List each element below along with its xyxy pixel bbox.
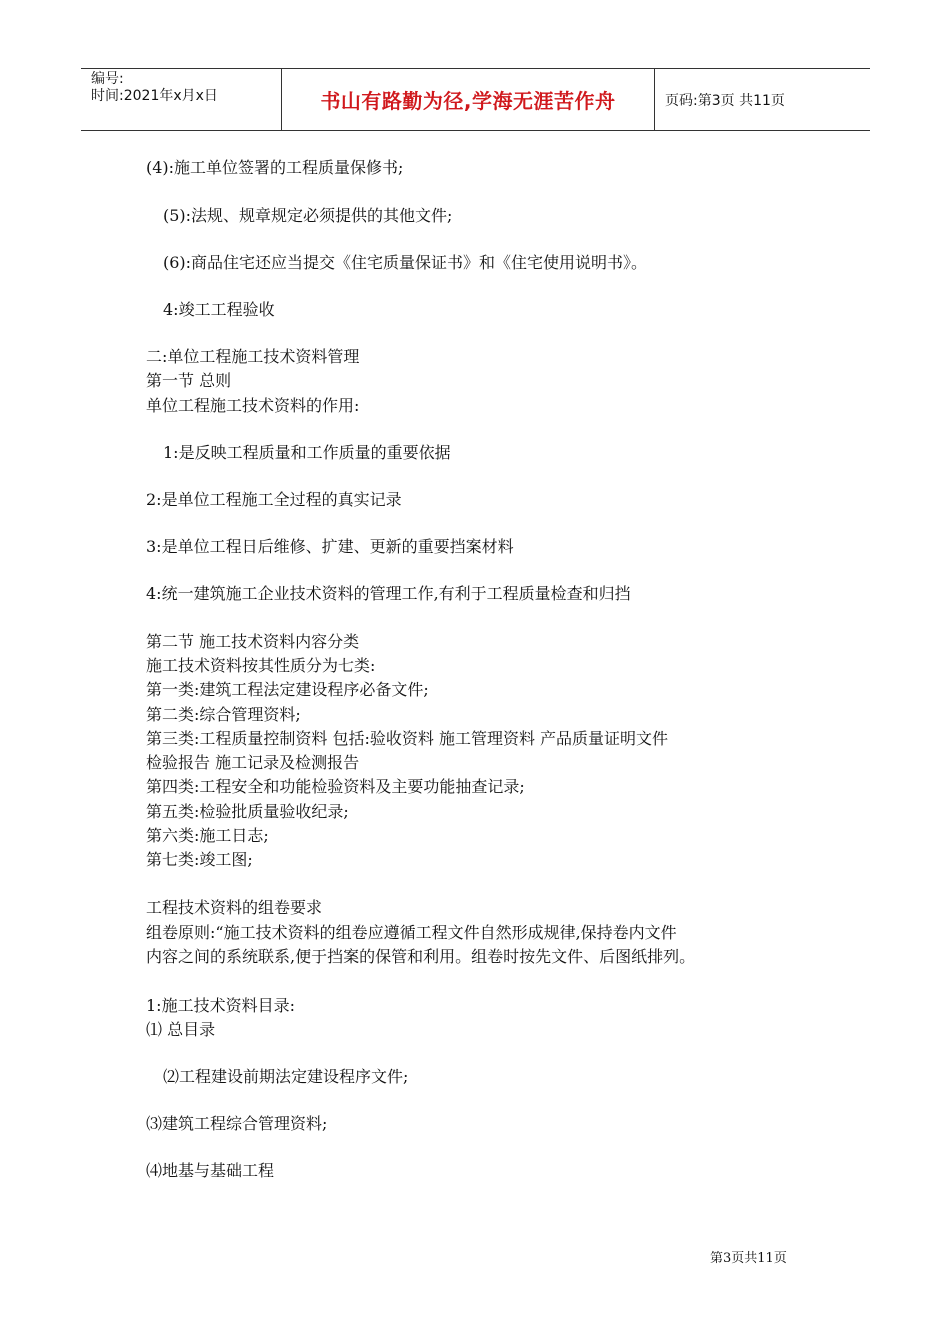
- header-motto: 书山有路勤为径,学海无涯苦作舟: [282, 69, 655, 130]
- body-line-11: 4:统一建筑施工企业技术资料的管理工作,有利于工程质量检查和归挡: [146, 584, 631, 603]
- body-line-3: (6):商品住宅还应当提交《住宅质量保证书》和《住宅使用说明书》。: [163, 253, 648, 272]
- time-label: 时间:2021年x月x日: [91, 88, 218, 104]
- body-line-23: 组卷原则:“施工技术资料的组卷应遵循工程文件自然形成规律,保持卷内文件: [146, 923, 677, 942]
- body-line-22: 工程技术资料的组卷要求: [146, 898, 323, 917]
- body-line-1: (4):施工单位签署的工程质量保修书;: [146, 158, 404, 177]
- body-line-7: 单位工程施工技术资料的作用:: [146, 396, 360, 415]
- header-meta: [81, 69, 282, 130]
- body-line-26: ⑴ 总目录: [146, 1020, 216, 1039]
- body-line-5: 二:单位工程施工技术资料管理: [146, 347, 360, 366]
- body-line-10: 3:是单位工程日后维修、扩建、更新的重要挡案材料: [146, 537, 514, 556]
- body-line-27: ⑵工程建设前期法定建设程序文件;: [163, 1067, 409, 1086]
- body-line-19: 第五类:检验批质量验收纪录;: [146, 802, 349, 821]
- body-line-8: 1:是反映工程质量和工作质量的重要依据: [163, 443, 451, 462]
- body-line-24: 内容之间的系统联系,便于挡案的保管和利用。组卷时按先文件、后图纸排列。: [146, 947, 696, 966]
- body-line-29: ⑷地基与基础工程: [146, 1161, 275, 1180]
- page-header: [81, 68, 870, 131]
- body-line-21: 第七类:竣工图;: [146, 850, 253, 869]
- body-line-13: 施工技术资料按其性质分为七类:: [146, 656, 376, 675]
- body-line-4: 4:竣工工程验收: [163, 300, 275, 319]
- body-line-25: 1:施工技术资料目录:: [146, 996, 295, 1015]
- body-line-20: 第六类:施工日志;: [146, 826, 269, 845]
- body-line-6: 第一节 总则: [146, 371, 232, 390]
- page-footer: 第3页共11页: [710, 1251, 787, 1266]
- body-line-28: ⑶建筑工程综合管理资料;: [146, 1114, 328, 1133]
- body-line-9: 2:是单位工程施工全过程的真实记录: [146, 490, 402, 509]
- body-line-2: (5):法规、规章规定必须提供的其他文件;: [163, 206, 453, 225]
- body-line-16: 第三类:工程质量控制资料 包括:验收资料 施工管理资料 产品质量证明文件: [146, 729, 669, 748]
- body-line-15: 第二类:综合管理资料;: [146, 705, 301, 724]
- header-page-label: 页码:第3页 共11页: [665, 92, 785, 109]
- body-line-14: 第一类:建筑工程法定建设程序必备文件;: [146, 680, 429, 699]
- body-line-12: 第二节 施工技术资料内容分类: [146, 632, 360, 651]
- number-label: 编号:: [91, 71, 124, 87]
- body-line-18: 第四类:工程安全和功能检验资料及主要功能抽查记录;: [146, 777, 525, 796]
- body-line-17: 检验报告 施工记录及检测报告: [146, 753, 360, 772]
